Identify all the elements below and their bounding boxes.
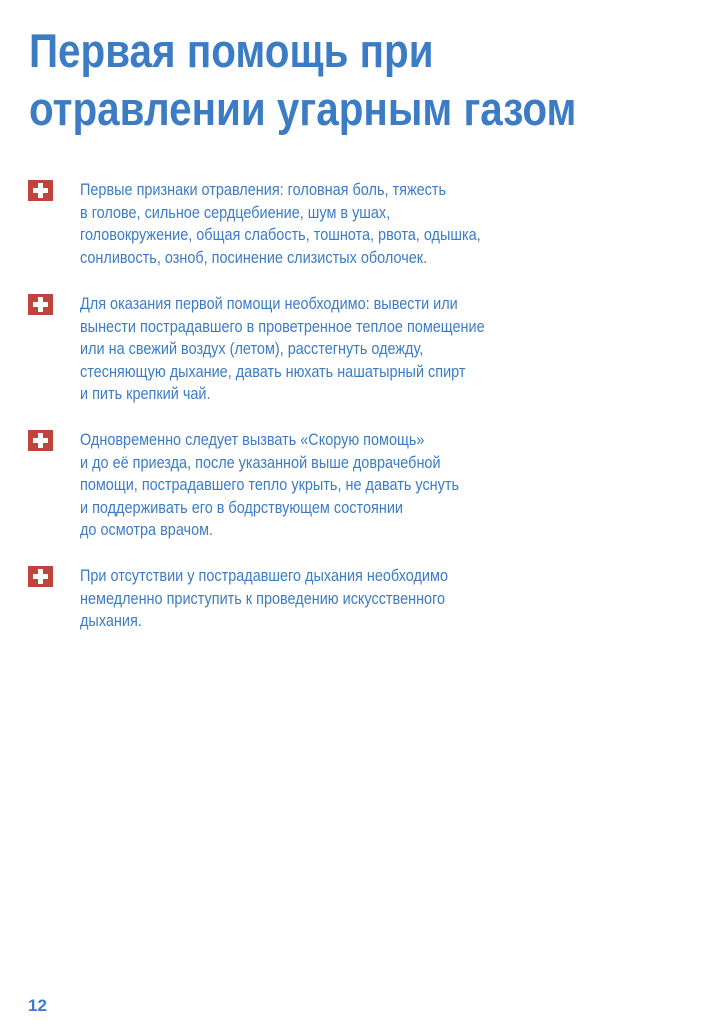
plus-icon <box>28 180 53 201</box>
text-line: Одновременно следует вызвать «Скорую помощь» <box>80 430 425 449</box>
list-item-text <box>80 293 692 406</box>
text-line: головокружение, общая слабость, тошнота, рвота, одышка, <box>80 225 481 244</box>
text-line: и до её приезда, после указанной выше доврачебной <box>80 452 441 472</box>
page-title-line-2: отравлении угарным газом <box>29 82 577 135</box>
list-item-text <box>80 429 692 542</box>
text-line: стесняющую дыхание, давать нюхать нашатырный спирт <box>80 361 466 381</box>
text-line: вынести пострадавшего в проветренное теплое помещение <box>80 316 485 336</box>
text-line: помощи, пострадавшего тепло укрыть, не давать уснуть <box>80 475 460 494</box>
list-item-text <box>80 565 692 633</box>
text-line: немедленно приступить к проведению искусственного <box>80 588 446 608</box>
text-line: дыхания. <box>80 611 142 630</box>
text-line: и поддерживать его в бодрствующем состоянии <box>80 497 403 517</box>
text-line: или на свежий воздух (летом), расстегнуть одежду, <box>80 339 424 358</box>
text-line: Первые признаки отравления: головная боль, тяжесть <box>80 180 447 199</box>
plus-icon <box>28 566 53 587</box>
text-line: до осмотра врачом. <box>80 520 214 539</box>
text-line: сонливость, озноб, посинение слизистых оболочек. <box>80 247 428 267</box>
list-item-text <box>80 179 692 269</box>
text-line: При отсутствии у пострадавшего дыхания необходимо <box>80 566 448 585</box>
plus-icon <box>28 430 53 451</box>
text-line: и пить крепкий чай. <box>80 384 211 403</box>
text-line: в голове, сильное сердцебиение, шум в ушах, <box>80 202 391 222</box>
plus-icon <box>28 294 53 315</box>
page-title-line-1: Первая помощь при <box>29 24 434 77</box>
page-number: 12 <box>28 996 47 1015</box>
page-title <box>29 22 597 138</box>
text-line: Для оказания первой помощи необходимо: вывести или <box>80 294 458 313</box>
